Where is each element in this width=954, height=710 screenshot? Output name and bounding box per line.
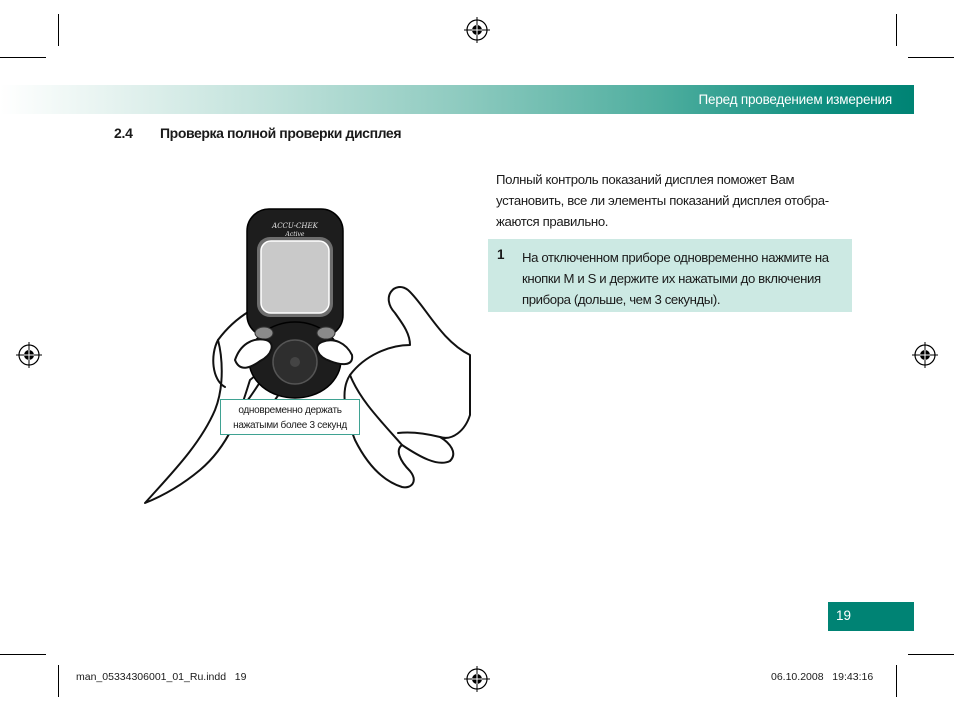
callout-box: [220, 399, 360, 435]
callout-line: одновременно держать: [238, 405, 342, 416]
intro-line: жаются правильно.: [496, 214, 609, 229]
device-brand: ACCU-CHEK: [272, 222, 318, 230]
crop-mark: [0, 57, 46, 58]
crop-mark: [896, 665, 897, 697]
step-line: На отключенном приборе одновременно нажмите на: [522, 250, 829, 265]
footer-timestamp: 06.10.2008 19:43:16: [771, 671, 874, 683]
registration-mark-icon: [16, 342, 42, 368]
intro-paragraph: [496, 169, 841, 232]
footer-file-info: man_05334306001_01_Ru.indd 19: [76, 671, 247, 683]
callout-line: нажатыми более 3 секунд: [233, 420, 347, 431]
crop-mark: [58, 14, 59, 46]
section-number: 2.4: [114, 125, 133, 141]
step-number: 1: [497, 247, 505, 262]
step-text: [522, 247, 829, 310]
crop-mark: [896, 14, 897, 46]
device-model: Active: [285, 231, 305, 238]
meter-illustration: [140, 205, 475, 507]
crop-mark: [908, 654, 954, 655]
page-number: 19: [836, 608, 852, 623]
running-title: Перед проведением измерения: [698, 92, 892, 107]
step-line: прибора (дольше, чем 3 секунды).: [522, 292, 721, 307]
crop-mark: [58, 665, 59, 697]
intro-line: Полный контроль показаний дисплея поможет Вам: [496, 172, 795, 187]
crop-mark: [908, 57, 954, 58]
intro-line: установить, все ли элементы показаний дисплея отобра-: [496, 193, 829, 208]
registration-mark-icon: [464, 17, 490, 43]
registration-mark-icon: [464, 666, 490, 692]
registration-mark-icon: [912, 342, 938, 368]
section-title: Проверка полной проверки дисплея: [160, 125, 402, 141]
step-line: кнопки M и S и держите их нажатыми до включения: [522, 271, 821, 286]
crop-mark: [0, 654, 46, 655]
